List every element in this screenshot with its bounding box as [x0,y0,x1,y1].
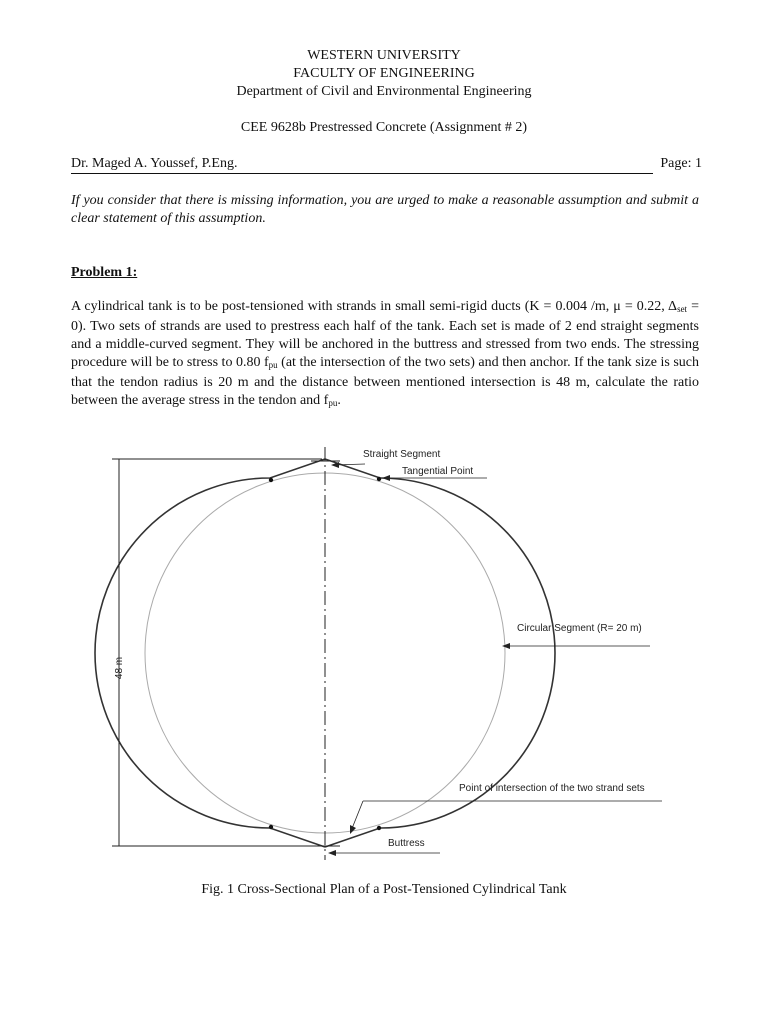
arrow-buttress [328,850,336,856]
figure-caption: Fig. 1 Cross-Sectional Plan of a Post-Tensioned Cylindrical Tank [201,882,567,897]
label-tangential-point: Tangential Point [402,466,474,477]
subscript-set: set [677,304,688,314]
tangent-point-top-right [377,477,381,481]
tangent-point-bottom-left [269,825,273,829]
faculty-name: FACULTY OF ENGINEERING [293,66,475,81]
problem-text-3: (at the intersection of the two sets) and then anchor. If the tank size is such that the tendon radius is 20 m and the distance between mentioned intersection is 48 m, calculate the ratio between the average stress in the tendon and f [71,355,699,408]
department-name: Department of Civil and Environmental Engineering [236,84,532,99]
problem-heading: Problem 1: [71,265,138,280]
problem-text-1: A cylindrical tank is to be post-tensioned with strands in small semi-rigid ducts (K = 0.004 /m, μ = 0.22, Δ [71,299,678,314]
tangent-point-bottom-right [377,826,381,830]
problem-text-2: = 0). Two sets of strands are used to prestress each half of the tank. Each set is made of 2 end straight segments and a middle-curved segment. They will be anchored in the buttress and stressed from two ends. The stressing procedure will be to stress to 0.80 f [71,299,699,370]
label-buttress: Buttress [388,838,425,849]
subscript-pu: pu [268,360,278,370]
label-circular-segment: Circular Segment (R= 20 m) [517,623,642,634]
instructor-name: Dr. Maged A. Youssef, P.Eng. [71,155,653,174]
arrow-tangential [382,475,390,481]
tendon-path-right [95,459,325,847]
problem-text-4: . [337,393,341,408]
label-straight-segment: Straight Segment [363,449,441,460]
subscript-pu-2: pu [328,398,338,408]
label-intersection: Point of intersection of the two strand sets [459,783,645,794]
page-number: Page: 1 [660,156,702,171]
arrow-circular [502,643,510,649]
course-title: CEE 9628b Prestressed Concrete (Assignment # 2) [240,120,528,135]
tangent-point-top-left [269,478,273,482]
dimension-label: 48 m [114,656,125,680]
university-name: WESTERN UNIVERSITY [307,48,461,63]
assumption-note: If you consider that there is missing information, you are urged to make a reasonable assumption and submit a clear statement of this assumption. [71,193,699,226]
